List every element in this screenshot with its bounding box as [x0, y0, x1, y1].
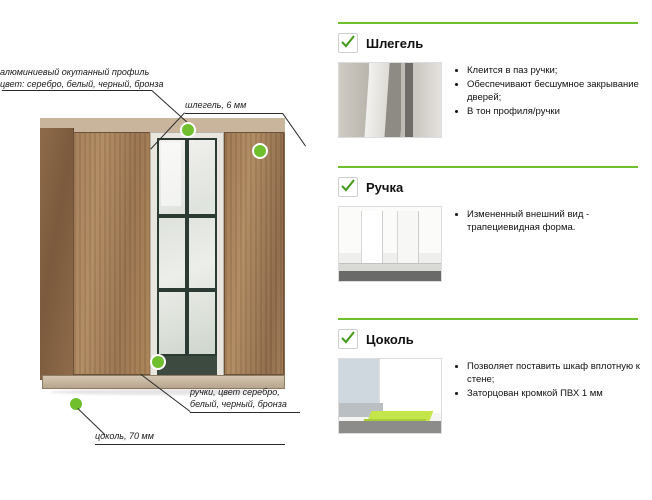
- callout-profile-line2: цвет: серебро, белый, черный, бронза: [0, 79, 164, 89]
- callout-profile-underline: [2, 90, 152, 91]
- list-item: • В тон профиля/ручки: [467, 105, 644, 118]
- wardrobe-right-door: [224, 132, 284, 375]
- card-divider-middle: [338, 166, 638, 168]
- check-icon: [338, 33, 358, 53]
- callout-handles-line2: белый, черный, бронза: [190, 399, 287, 409]
- list-item: • Клеится в паз ручки;: [467, 64, 644, 77]
- list-item: • Позволяет поставить шкаф вплотную к стене;: [467, 360, 644, 386]
- callout-plinth-line1: цоколь, 70 мм: [95, 431, 154, 441]
- callout-plinth-underline: [95, 444, 285, 445]
- card-handle-header: [338, 174, 644, 200]
- mirror-glare: [161, 142, 181, 206]
- plinth-photo: [338, 358, 442, 434]
- feature-cards-panel: [330, 0, 652, 500]
- card-divider-top: [338, 22, 638, 24]
- card-plinth[interactable]: [338, 326, 644, 434]
- shlegel-photo: [338, 62, 442, 138]
- callout-handles-underline: [190, 412, 300, 413]
- check-icon: [338, 177, 358, 197]
- check-icon: [338, 329, 358, 349]
- mirror-muntin-vertical: [185, 138, 189, 356]
- wardrobe-left-side: [40, 128, 74, 380]
- card-plinth-bullets: [456, 358, 644, 401]
- callout-dot-handles: [152, 356, 164, 368]
- callout-dot-profile: [182, 124, 194, 136]
- card-shlegel-body: [338, 62, 644, 138]
- handle-photo: [338, 206, 442, 282]
- card-shlegel[interactable]: [338, 30, 644, 138]
- callout-shlegel-underline: [185, 113, 283, 114]
- callout-handles-line1: ручки, цвет серебро,: [190, 387, 280, 397]
- card-shlegel-bullets: [456, 62, 644, 119]
- card-plinth-body: [338, 358, 644, 434]
- card-plinth-title: Цоколь: [366, 331, 414, 347]
- card-handle-body: [338, 206, 644, 282]
- card-handle-title: Ручка: [366, 179, 404, 195]
- card-shlegel-header: [338, 30, 644, 56]
- card-handle-bullets: [456, 206, 644, 235]
- list-item: • Измененный внешний вид - трапециевидная форма.: [467, 208, 644, 234]
- callout-shlegel-leader-right: [282, 113, 306, 146]
- mirror-lower-panel: [157, 356, 217, 376]
- card-divider-bottom: [338, 318, 638, 320]
- card-shlegel-title: Шлегель: [366, 35, 424, 51]
- list-item: • Обеспечивают бесшумное закрывание дверей;: [467, 78, 644, 104]
- card-handle[interactable]: [338, 174, 644, 282]
- callout-shlegel-line1: шлегель, 6 мм: [185, 100, 247, 110]
- list-item: • Заторцован кромкой ПВХ 1 мм: [467, 387, 644, 400]
- wardrobe-drawing: [40, 118, 285, 398]
- card-plinth-header: [338, 326, 644, 352]
- wardrobe-top-panel: [40, 118, 285, 133]
- callout-profile-line1: алюминиевый окутанный профиль: [0, 67, 150, 77]
- wardrobe-left-door: [73, 132, 151, 375]
- callout-dot-shlegel: [254, 145, 266, 157]
